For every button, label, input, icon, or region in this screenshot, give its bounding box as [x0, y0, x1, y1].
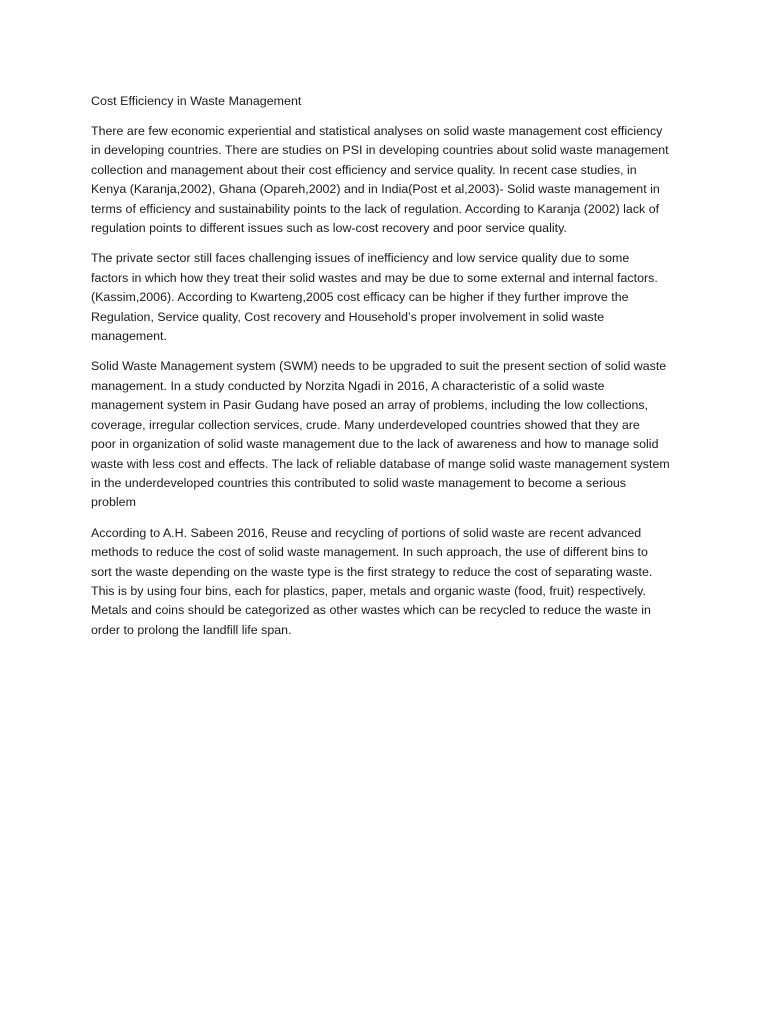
- paragraph-line: problem: [91, 495, 136, 510]
- paragraph-line: collection and management about their cost efficiency and service quality. In recent case studies, in: [91, 162, 637, 177]
- paragraph-2: [91, 249, 698, 346]
- paragraph-line: poor in organization of solid waste management due to the lack of awareness and how to manage solid: [91, 437, 659, 452]
- paragraph-line: factors in which how they treat their solid wastes and may be due to some external and internal factors.: [91, 270, 658, 285]
- paragraph-line: in the underdeveloped countries this contributed to solid waste management to become a serious: [91, 475, 626, 490]
- paragraph-line: sort the waste depending on the waste type is the first strategy to reduce the cost of separating waste.: [91, 564, 653, 579]
- paragraph-line: regulation points to different issues such as low-cost recovery and poor service quality.: [91, 221, 567, 236]
- paragraph-line: management system in Pasir Gudang have posed an array of problems, including the low collections,: [91, 398, 649, 413]
- paragraph-line: waste with less cost and effects. The lack of reliable database of mange solid waste management system: [91, 456, 670, 471]
- paragraph-line: There are few economic experiential and statistical analyses on solid waste management cost efficiency: [91, 124, 663, 138]
- paragraph-1: [91, 122, 698, 238]
- paragraph-3: [91, 357, 698, 512]
- paragraph-line: Kenya (Karanja,2002), Ghana (Opareh,2002) and in India(Post et al,2003)- Solid waste management in: [91, 182, 660, 197]
- paragraph-line: management. In a study conducted by Norzita Ngadi in 2016, A characteristic of a solid waste: [91, 378, 605, 393]
- paragraph-line: This is by using four bins, each for plastics, paper, metals and organic waste (food, fruit) respectively.: [91, 583, 646, 598]
- paragraph-line: management.: [91, 329, 167, 344]
- paragraph-line: Metals and coins should be categorized as other wastes which can be recycled to reduce the waste in: [91, 603, 651, 618]
- paragraph-line: Solid Waste Management system (SWM) needs to be upgraded to suit the present section of solid waste: [91, 359, 667, 374]
- paragraph-line: The private sector still faces challenging issues of inefficiency and low service quality due to some: [91, 251, 630, 266]
- paragraph-line: order to prolong the landfill life span.: [91, 622, 292, 637]
- paragraph-line: in developing countries. There are studies on PSI in developing countries about solid waste management: [91, 143, 669, 158]
- paragraph-line: coverage, irregular collection services, crude. Many underdeveloped countries showed that they are: [91, 417, 640, 432]
- paragraph-4: [91, 524, 698, 640]
- paragraph-line: Regulation, Service quality, Cost recovery and Household’s proper involvement in solid waste: [91, 309, 605, 324]
- paragraph-line: terms of efficiency and sustainability points to the lack of regulation. According to Karanja (2002) lack of: [91, 201, 660, 216]
- paragraph-line: methods to reduce the cost of solid waste management. In such approach, the use of different bins to: [91, 545, 648, 560]
- paragraph-line: (Kassim,2006). According to Kwarteng,2005 cost efficacy can be higher if they further improve the: [91, 290, 629, 305]
- document-title: Cost Efficiency in Waste Management: [91, 94, 302, 108]
- paragraph-line: According to A.H. Sabeen 2016, Reuse and recycling of portions of solid waste are recent advanced: [91, 525, 642, 540]
